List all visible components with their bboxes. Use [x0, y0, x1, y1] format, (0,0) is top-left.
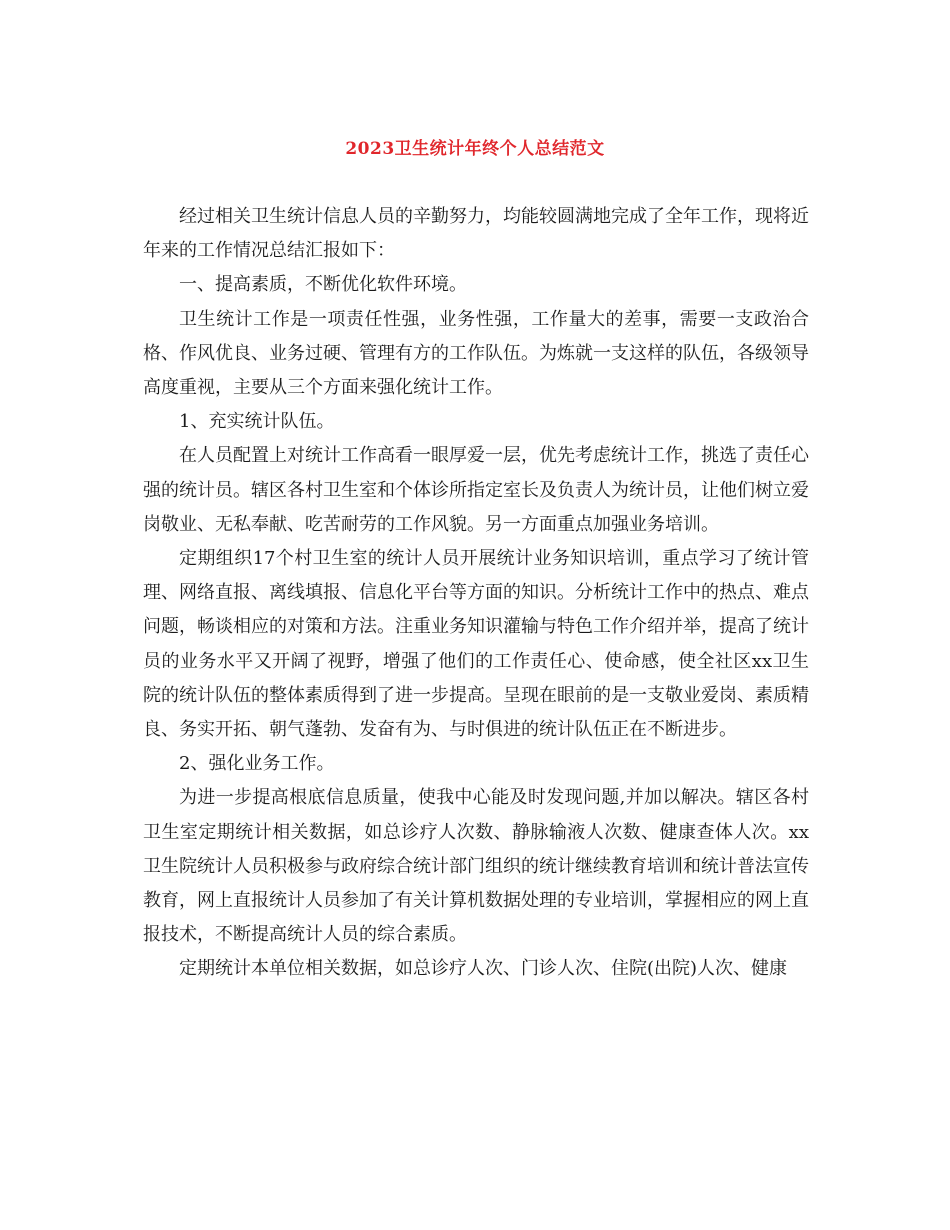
subsection-heading: 1、充实统计队伍。 [179, 411, 335, 433]
paragraph: 为进一步提高根底信息质量，使我中心能及时发现问题,并加以解决。辖区各村卫生室定期统计相关数据，如总诊疗人次数、静脉输液人次数、健康查体人次。xx卫生院统计人员积极参与政府综合统计部门组织的统计继续教育培训和统计普法宣传教育，网上直报统计人员参加了有关计算机数据处理的专业培训，掌握相应的网上直报技术，不断提高统计人员的综合素质。 [143, 787, 809, 946]
paragraph: 定期统计本单位相关数据，如总诊疗人次、门诊人次、住院(出院)人次、健康 [179, 958, 788, 980]
section-heading: 一、提高素质，不断优化软件环境。 [179, 274, 467, 296]
paragraph: 定期组织17个村卫生室的统计人员开展统计业务知识培训，重点学习了统计管理、网络直报、离线填报、信息化平台等方面的知识。分析统计工作中的热点、难点问题，畅谈相应的对策和方法。注重业务知识灌输与特色工作介绍并举，提高了统计员的业务水平又开阔了视野，增强了他们的工作责任心、使命感，使全社区xx卫生院的统计队伍的整体素质得到了进一步提高。呈现在眼前的是一支敬业爱岗、素质精良、务实开拓、朝气蓬勃、发奋有为、与时俱进的统计队伍正在不断进步。 [143, 548, 809, 741]
subsection-heading: 2、强化业务工作。 [179, 753, 335, 775]
paragraph: 卫生统计工作是一项责任性强，业务性强，工作量大的差事，需要一支政治合格、作风优良、业务过硬、管理有方的工作队伍。为炼就一支这样的队伍，各级领导高度重视，主要从三个方面来强化统计工作。 [143, 308, 809, 399]
paragraph: 在人员配置上对统计工作高看一眼厚爱一层，优先考虑统计工作，挑选了责任心强的统计员。辖区各村卫生室和个体诊所指定室长及负责人为统计员，让他们树立爱岗敬业、无私奉献、吃苦耐劳的工作风貌。另一方面重点加强业务培训。 [143, 445, 809, 535]
paragraph: 经过相关卫生统计信息人员的辛勤努力，均能较圆满地完成了全年工作，现将近年来的工作情况总结汇报如下： [143, 206, 809, 262]
document-title: 2023卫生统计年终个人总结范文 [345, 139, 605, 159]
document-body [143, 200, 809, 987]
